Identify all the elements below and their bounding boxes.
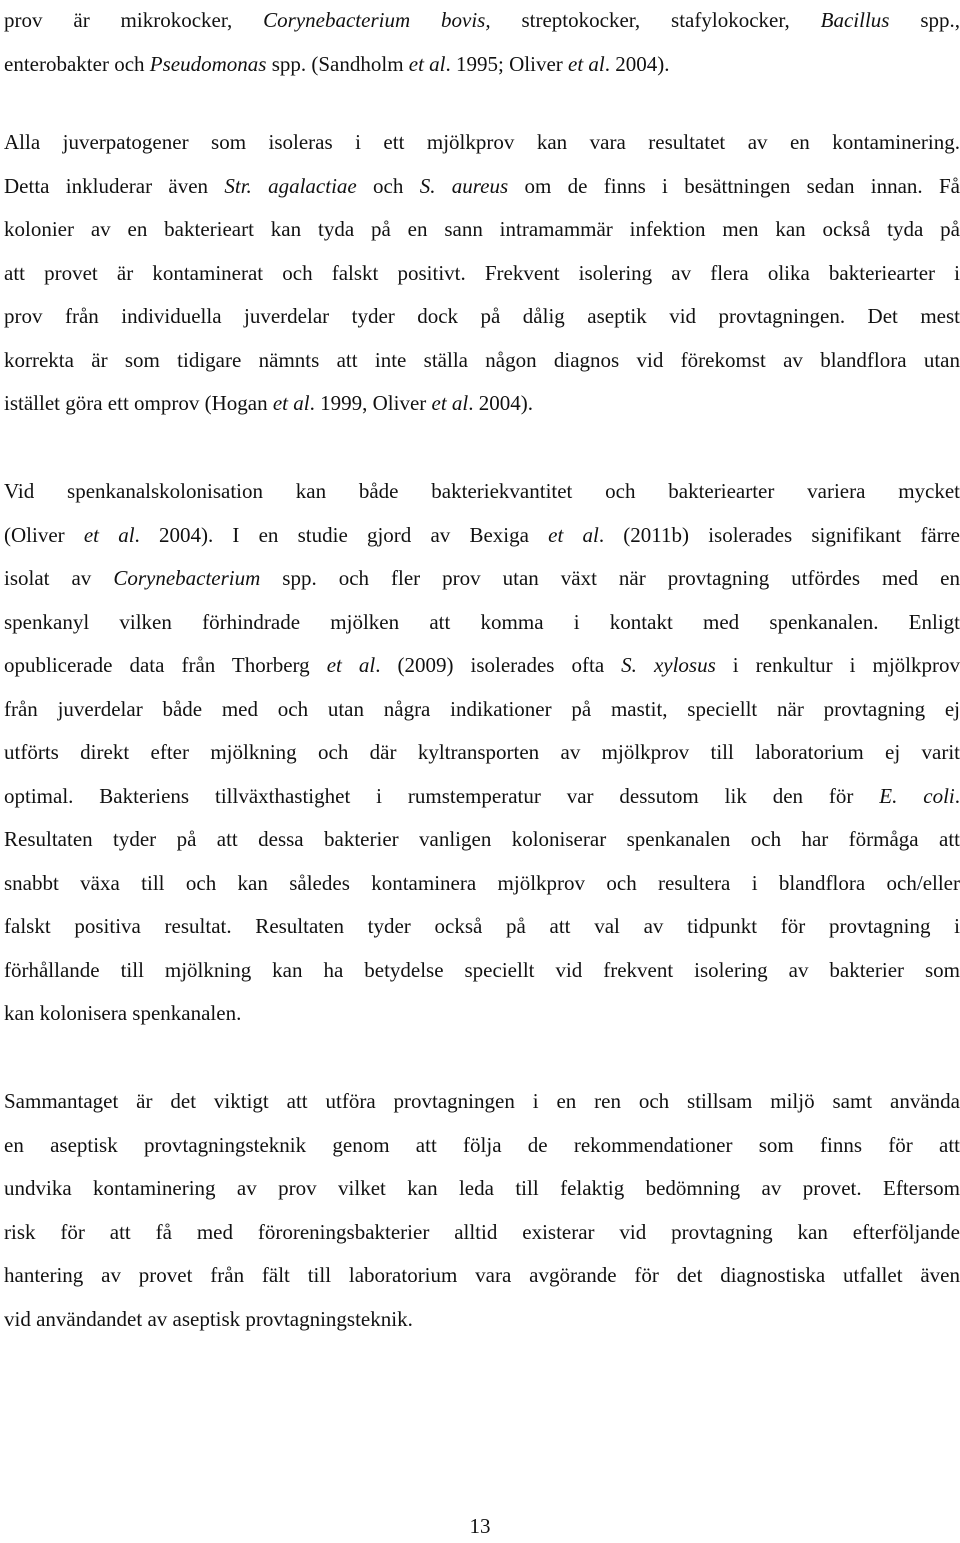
italic-run: et al	[431, 391, 469, 415]
text-run: opublicerade data från Thorberg	[4, 653, 327, 677]
text-run: snabbt växa till och kan således kontaminera mjölkprov och resultera i blandflora och/eller	[4, 870, 960, 895]
text-run: kan kolonisera spenkanalen.	[4, 1001, 242, 1025]
text-line	[4, 731, 960, 775]
text-run: förhållande till mjölkning kan ha betydelse speciellt vid frekvent isolering av bakterier som	[4, 957, 960, 982]
text-line	[4, 1298, 960, 1342]
text-line	[4, 252, 960, 296]
text-line	[4, 775, 960, 819]
text-line	[4, 514, 960, 558]
text-run: prov från individuella juverdelar tyder dock på dålig aseptik vid provtagningen. Det mest	[4, 304, 960, 328]
paragraph-3	[4, 470, 960, 1036]
paragraph-4	[4, 1080, 960, 1341]
text-run: Detta inkluderar även	[4, 173, 225, 198]
italic-run: Pseudomonas	[149, 51, 267, 76]
text-run: risk för att få med föroreningsbakterier alltid existerar vid provtagning kan efterföljande	[4, 1219, 960, 1244]
text-line	[4, 688, 960, 732]
text-line	[4, 1167, 960, 1211]
text-line	[4, 992, 960, 1036]
italic-run: et al	[83, 522, 135, 547]
text-run: om de finns i besättningen sedan innan. Få	[508, 173, 960, 198]
text-run: spenkanyl vilken förhindrade mjölken att komma i kontakt med spenkanalen. Enligt	[4, 609, 960, 634]
text-run: . 1999, Oliver	[309, 391, 432, 415]
text-line	[4, 1254, 960, 1298]
text-line	[4, 121, 960, 165]
text-line	[4, 1124, 960, 1168]
text-run: . 2004).	[468, 391, 534, 415]
text-run: Resultaten tyder på att dessa bakterier vanligen koloniserar spenkanalen och har förmåga att	[4, 827, 960, 851]
text-run: . (2009) isolerades ofta	[375, 653, 622, 677]
text-run: att provet är kontaminerat och falskt positivt. Frekvent isolering av flera olika bakteriearter i	[4, 260, 960, 285]
text-line	[4, 818, 960, 862]
text-run: spp. (Sandholm	[266, 51, 409, 76]
text-run: spp. och fler prov utan växt när provtagning utfördes med en	[260, 566, 960, 590]
text-run: enterobakter och	[4, 51, 150, 76]
text-run: . (2011b) isolerades signifikant färre	[598, 522, 960, 547]
italic-run: et al	[326, 653, 376, 677]
text-run: . 1995; Oliver	[445, 51, 569, 76]
text-run: en aseptisk provtagningsteknik genom att följa de rekommendationer som finns för att	[4, 1132, 960, 1157]
text-run: hantering av provet från fält till laboratorium vara avgörande för det diagnostiska utfallet även	[4, 1263, 960, 1287]
text-run: prov är mikrokocker,	[4, 8, 264, 32]
text-line	[4, 0, 960, 43]
text-run: streptokocker, stafylokocker,	[490, 8, 821, 32]
text-run: (Oliver	[4, 522, 84, 547]
paragraph-1	[4, 0, 960, 86]
text-run: istället göra ett omprov (Hogan	[4, 391, 273, 415]
italic-run: S. xylosus	[621, 653, 716, 677]
text-run: .	[954, 783, 960, 808]
text-run: spp.,	[889, 8, 960, 32]
paragraph-2	[4, 121, 960, 426]
text-line	[4, 557, 960, 601]
text-run: undvika kontaminering av prov vilket kan leda till felaktig bedömning av provet. Eftersom	[4, 1176, 960, 1200]
text-line	[4, 949, 960, 993]
text-run: falskt positiva resultat. Resultaten tyder också på att val av tidpunkt för provtagning i	[4, 914, 960, 938]
text-run: . 2004).	[604, 51, 670, 76]
text-line	[4, 1080, 960, 1124]
text-line	[4, 339, 960, 383]
text-run: Alla juverpatogener som isoleras i ett mjölkprov kan vara resultatet av en kontaminering.	[4, 130, 960, 154]
text-run: optimal. Bakteriens tillväxthastighet i rumstemperatur var dessutom lik den för	[4, 783, 880, 808]
text-run: från juverdelar både med och utan några indikationer på mastit, speciellt när provtagning ej	[4, 696, 960, 721]
text-run: utförts direkt efter mjölkning och där kyltransporten av mjölkprov till laboratorium ej varit	[4, 740, 960, 764]
text-line	[4, 295, 960, 339]
italic-run: et al	[272, 391, 310, 415]
text-run: i renkultur i mjölkprov	[715, 653, 960, 677]
text-line	[4, 165, 960, 209]
text-line	[4, 905, 960, 949]
italic-run: et al	[408, 51, 446, 76]
italic-run: Corynebacterium bovis,	[263, 8, 491, 32]
text-run: Vid spenkanalskolonisation kan både bakteriekvantitet och bakteriearter variera mycket	[4, 479, 960, 503]
text-run: . 2004). I en studie gjord av Bexiga	[134, 522, 549, 547]
italic-run: S. aureus	[419, 173, 509, 198]
text-line	[4, 644, 960, 688]
italic-run: Str. agalactiae	[224, 173, 357, 198]
text-run: kolonier av en bakterieart kan tyda på en sann intramammär infektion men kan också tyda på	[4, 217, 960, 241]
italic-run: Corynebacterium	[113, 566, 261, 590]
text-line	[4, 43, 960, 87]
text-run: isolat av	[4, 566, 114, 590]
text-run: Sammantaget är det viktigt att utföra provtagningen i en ren och stillsam miljö samt använda	[4, 1089, 960, 1113]
text-run: korrekta är som tidigare nämnts att inte ställa någon diagnos vid förekomst av blandflora utan	[4, 347, 960, 372]
text-line	[4, 470, 960, 514]
text-line	[4, 1211, 960, 1255]
page-number: 13	[469, 1514, 491, 1538]
italic-run: Bacillus	[820, 8, 890, 32]
text-run: vid användandet av aseptisk provtagningsteknik.	[4, 1306, 413, 1331]
text-line	[4, 862, 960, 906]
text-run: och	[356, 173, 420, 198]
italic-run: et al	[568, 51, 605, 76]
italic-run: et al	[548, 522, 599, 547]
italic-run: E. coli	[879, 783, 955, 808]
text-line	[4, 208, 960, 252]
text-line	[4, 382, 960, 426]
text-line	[4, 601, 960, 645]
